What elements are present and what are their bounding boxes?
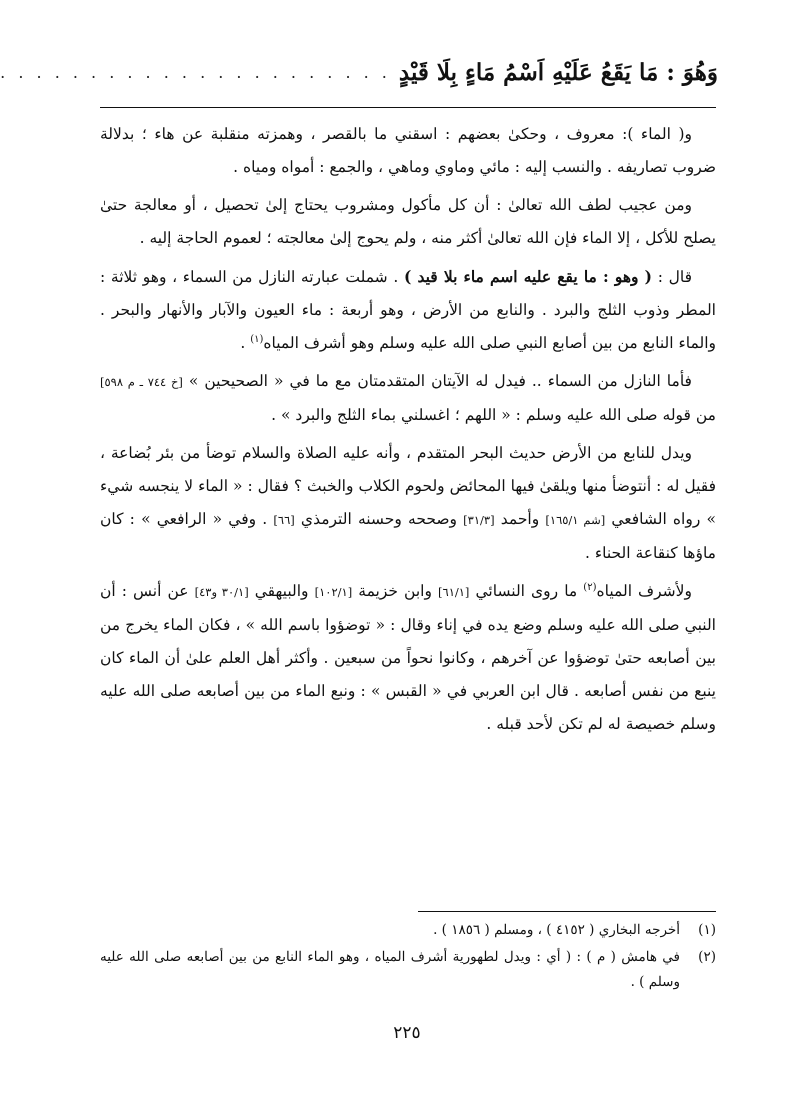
- paragraph-divine-kindness: ومن عجيب لطف الله تعالىٰ : أن كل مأكول ومشروب يحتاج إلىٰ تحصيل ، أو معالجة حتىٰ يصلح للأكل ، إلا الماء فإن الله تعالىٰ أكثر منه ، ولم يحوج إلىٰ معالجته ؛ لعموم الحاجة إليه .: [100, 196, 716, 247]
- hadith-reference: [خ ٧٤٤ ـ م ٥٩٨]: [100, 375, 183, 389]
- footnotes: [100, 918, 716, 997]
- text-segment: عن أنس : أن النبي صلى الله عليه وسلم وضع يده في إناء وقال : « توضؤوا باسم الله » ، فكان الماء يخرج من بين أصابعه حتىٰ توضؤوا عن آخرهم ، وكانوا نحواً من سبعين . وأكثر أهل العلم علىٰ أن الماء كان ينبع من نفس أصابعه . قال ابن العربي في « القبس » : ونبع الماء من بين أصابعه صلى الله عليه وسلم خصيصة له لم تكن لأحد قبله .: [100, 582, 716, 733]
- header-dot-leader: . . . . . . . . . . . . . . . . . . . . . .: [0, 62, 391, 82]
- hadith-reference: [٦١/١]: [438, 585, 470, 599]
- hadith-reference: [١٠٢/١]: [314, 585, 353, 599]
- hadith-reference: [شم ١٦٥/١]: [545, 513, 606, 527]
- text-segment: وابن خزيمة: [352, 582, 439, 600]
- paragraph-matn-quote: [100, 260, 716, 360]
- footnote-rule: [418, 911, 716, 912]
- text-segment: والبيهقي: [248, 582, 315, 600]
- matn-quote: ( وهو : ما يقع عليه اسم ماء بلا قيد ): [403, 267, 653, 286]
- paragraph-rain-water: [100, 365, 716, 432]
- text-segment: . وفي « الرافعي » : كان ماؤها كنقاعة الحناء .: [100, 510, 716, 562]
- footnote-number: (٢): [698, 949, 716, 965]
- footnote-item: [100, 918, 716, 943]
- paragraph-ground-water: [100, 437, 716, 570]
- paragraph-definition: و( الماء ): معروف ، وحكىٰ بعضهم : اسقني ما بالقصر ، وهمزته منقلبة عن هاء ؛ بدلالة ضروب تصاريفه . والنسب إليه : مائي وماوي وماهي ، والجمع : أمواه ومياه .: [100, 125, 716, 176]
- footnote-item: [100, 945, 716, 995]
- text-segment: فأما النازل من السماء .. فيدل له الآيتان المتقدمتان مع ما في « الصحيحين »: [182, 372, 692, 390]
- paragraph-noblest-water: [100, 575, 716, 741]
- text-segment: وصححه وحسنه الترمذي: [294, 510, 464, 528]
- text-segment: قال :: [652, 268, 692, 286]
- text-segment: وأحمد: [494, 510, 546, 528]
- footnote-marker: (٢): [583, 581, 597, 593]
- footnote-text: في هامش ( م ) : ( أي : ويدل لطهورية أشرف المياه ، وهو الماء النابع من بين أصابعه صلى الله عليه وسلم ) .: [100, 949, 680, 990]
- footnote-text: أخرجه البخاري ( ٤١٥٢ ) ، ومسلم ( ١٨٥٦ ) .: [433, 922, 680, 938]
- footnote-marker: (١): [250, 333, 264, 345]
- text-segment: ولأشرف المياه: [596, 582, 692, 600]
- text-segment: ويدل للنابع من الأرض حديث البحر المتقدم ، وأنه عليه الصلاة والسلام توضأ من بئر بُضاعة ، فقيل له : أنتوضأ منها ويلقىٰ فيها المحائض ولحوم الكلاب والخبث ؟ فقال : « الماء لا ينجسه شيء » رواه الشافعي: [100, 444, 716, 528]
- text-segment: من قوله صلى الله عليه وسلم : « اللهم ؛ اغسلني بماء الثلج والبرد » .: [271, 406, 716, 424]
- hadith-reference: [٣١/٣]: [463, 513, 495, 527]
- text-segment: .: [240, 334, 251, 352]
- footnote-number: (١): [698, 922, 716, 938]
- header-title: وَهُوَ : مَا يَقَعُ عَلَيْهِ اَسْمُ مَاءٍ بِلَا قَيْدٍ: [398, 58, 718, 86]
- running-header: [0, 50, 718, 94]
- header-rule: [100, 107, 716, 108]
- hadith-reference: [٣٠/١ و٤٣]: [194, 585, 249, 599]
- hadith-reference: [٦٦]: [273, 513, 295, 527]
- text-segment: ما روى النسائي: [469, 582, 584, 600]
- page-number: ٢٢٥: [393, 1023, 421, 1043]
- text-segment: . شملت عبارته النازل من السماء ، وهو ثلاثة : المطر وذوب الثلج والبرد . والنابع من الأرض ، وهو أربعة : ماء العيون والآبار والأنهار والبحر . والماء النابع من بين أصابع النبي صلى الله عليه وسلم وهو أشرف المياه: [100, 268, 716, 352]
- main-text: [100, 118, 716, 746]
